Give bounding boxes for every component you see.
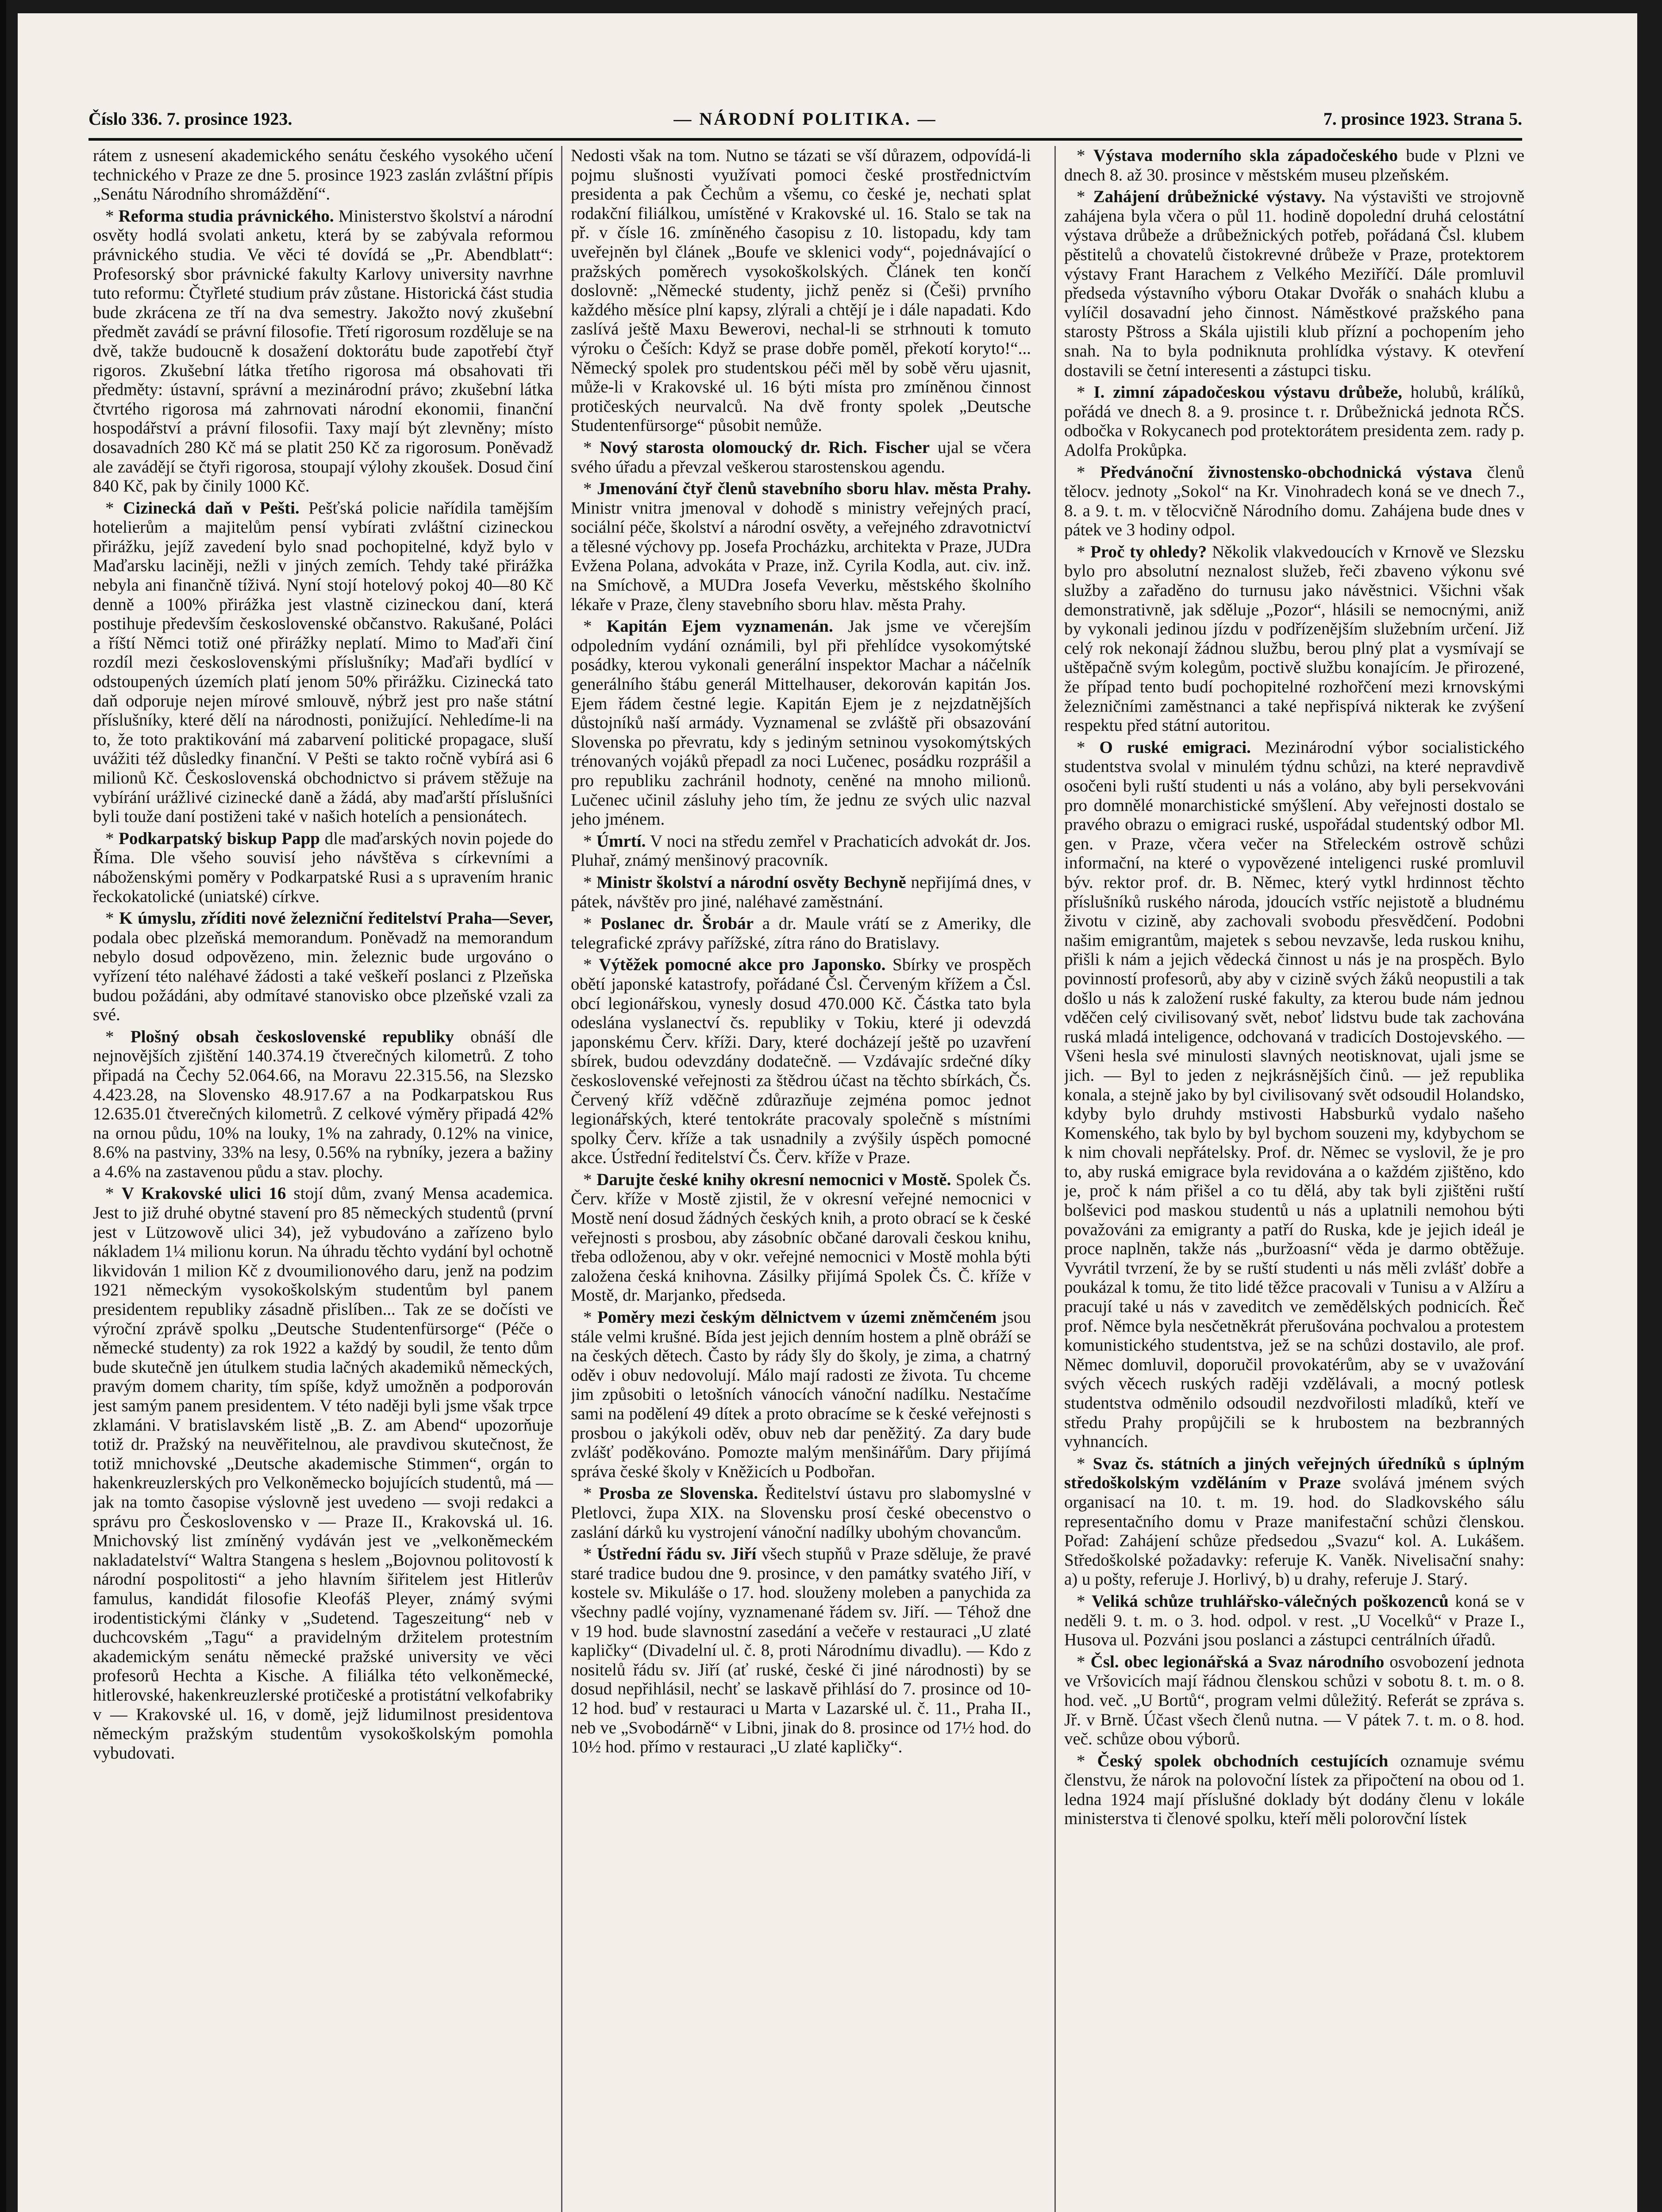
masthead: — NÁRODNÍ POLITIKA. — bbox=[673, 109, 937, 129]
news-item: * Jmenování čtyř členů stavebního sboru hlav. města Prahy. Ministr vnitra jmenoval v dohodě s ministry veřejných prací, sociální péče, školství a národní osvěty, a veřejného zdravotnictví a tělesné výchovy pp. Josefa Procházku, architekta v Praze, JUDra Evžena Polana, advokáta v Praze, inž. Cyrila Kodla, aut. civ. inž. na Smíchově, a MUDra Josefa Veverku, městského školního lékaře v Praze, členy stavebního sboru hlav. města Prahy. bbox=[571, 479, 1031, 614]
news-headline: Proč ty ohledy? bbox=[1090, 542, 1207, 561]
news-headline: Poměry mezi českým dělnictvem v územi zněmčeném bbox=[597, 1308, 997, 1327]
news-headline: Předvánoční živnostensko-obchodnická výstava bbox=[1100, 462, 1472, 482]
column-1 bbox=[93, 146, 553, 2212]
news-headline: Cizinecká daň v Pešti. bbox=[123, 498, 300, 518]
news-headline: Nový starosta olomoucký dr. Rich. Fischer bbox=[600, 438, 930, 457]
news-text: V noci na středu zemřel v Prachaticích advokát dr. Jos. Pluhař, známý menšinový pracovník. bbox=[571, 831, 1031, 870]
column-divider bbox=[1054, 146, 1056, 2212]
news-item: * Předvánoční živnostensko-obchodnická výstava členů tělocv. jednoty „Sokol“ na Kr. Vinohradech koná se ve dnech 7., 8. a 9. t. m. v tělocvičně Národního domu. Zahájena bude dnes v pátek ve 3 hodiny odpol. bbox=[1064, 462, 1524, 540]
news-headline: Reforma studia právnického. bbox=[118, 206, 334, 226]
news-item: * Výstava moderního skla západočeského bude v Plzni ve dnech 8. až 30. prosince v městském museu plzeňském. bbox=[1064, 146, 1524, 184]
news-item: * Poslanec dr. Šrobár a dr. Maule vrátí se z Ameriky, dle telegrafické zprávy pařížské, zítra ráno do Bratislavy. bbox=[571, 914, 1031, 952]
date-page-info: 7. prosince 1923. Strana 5. bbox=[1323, 109, 1522, 129]
news-item: * O ruské emigraci. Mezinárodní výbor socialistického studentstva svolal v minulém týdnu schůzi, na které nepravdivě osočeni byli ruští studenti u nás a voláno, aby byli persekvováni pro domnělé monarchistické smýšlení. Aby veřejnosti dostalo se pravého obrazu o emigraci ruské, uspořádal studentský odbor Ml. gen. v Praze, včera večer na Střeleckém ostrově schůzi informační, na které o vypovězené inteligenci ruské promluvil býv. rektor prof. dr. B. Němec, který vytkl hrdinnost těchto příslušníků ruského národa, jdoucích vstříc nejistotě a bludnému životu v cizině, aby zachovali svobodu přesvědčení. Podobni našim emigrantům, majetek s sebou nevzavše, leda ruskou knihu, přišli k nám a jejich vědecká činnost u nás je na prospěch. Bylo povinností profesorů, aby aby v cizině svých žáků neopustili a tak došlo u nás k založení ruské fakulty, za kterou bude nám jednou vděčen celý civilisovaný svět, neboť lidstvu bude tak zachována ruská mladá inteligence, odchovaná v tradicích Dostojevského. — Všeni hesla své minulosti slavných neotisknovat, ujali jsme se jich. — Byl to jeden z nejkrásnějších činů. — jež republika konala, a stejně jako by byl civilisovaný svět odsoudil Holandsko, kdyby bylo druhdy mstivosti Habsburků vydalo našeho Komenského, tak bylo by byl bychom souzeni my, kdybychom se k nim chovali nepřátelsky. Prof. dr. Němec se vyslovil, že je pro to, aby ruská emigrace byla revidována a o každém zjištěno, kdo je, proč k nám přišel a co tu dělá, aby tak byli zjištěni ruští bolševici pod maskou studentů u nás a uplatnili nemohou býti považováni za emigranty a patří do Ruska, kde je jejich ideál je proce naplněn, takže nás „buržoasní“ věda je darmo obtěžuje. Vyvrátil tvrzení, že by se ruští studenti u nás měli zvlášť dobře a poukázal k tomu, že tito lidé těžce pracovali v Tunisu a v Alžíru a pracují také u nás v zaveditch ve zemědělských podnicích. Řeč prof. Němce byla nesčetněkrát přerušována pochvalou a protestem komunistického studentstva, jež se na schůzi dostavilo, ale prof. Němec domluvil, doporučil provokatérům, aby se v uvažování svých věcech ruských raději vzdělávali, a mocný potlesk studentstva odměnilo odsoudil nezdvořilosti mladíků, kteří ve středu Prahy propůjčili se k hrubostem na bezbranných vyhnancích. bbox=[1064, 737, 1524, 1452]
news-text: Sbírky ve prospěch obětí japonské katastrofy, pořádané Čsl. Červeným křížem a Čsl. obcí legionářskou, vynesly dosud 470.000 Kč. Částka tato byla odeslána vyslanectví čs. republiky v Tokiu, které ji odevzdá japonskému Červ. kříži. Dary, které docházejí ještě po uzavření sbírek, budou odevzdány dodatečně. — Vzdávajíc srdečné díky československé veřejnosti za štědrou účast na těchto sbírkách, Čs. Červený kříž vděčně zdůrazňuje zejména pomoc jednot legionářských, které tentokráte pracovaly společně s místními spolky Červ. kříže a tak usnadnily a zvýšily úspěch pomocné akce. Ústřední ředitelství Čs. Červ. kříže v Praze. bbox=[571, 955, 1031, 1167]
issue-info: Číslo 336. 7. prosince 1923. bbox=[88, 109, 292, 129]
news-item: * Prosba ze Slovenska. Ředitelství ústavu pro slabomyslné v Pletlovci, župa XIX. na Slovensku prosí české obecenstvo o zaslání dárků ku vystrojení vánoční nadílky ubohým chovancům. bbox=[571, 1484, 1031, 1542]
news-text: oznamuje svému členstvu, že nárok na polovoční lístek za připočtení na obou od 1. ledna 1924 mají příslušné doklady být dodány členu v lokále ministerstva ti členové spolku, kteří měli polorovční lístek bbox=[1064, 1751, 1524, 1828]
news-text: jsou stále velmi krušné. Bída jest jejich denním hostem a plně obráží se na českých dětech. Často by rády šly do školy, je zima, a chatrný oděv i obuv nedovolují. Málo mají radosti ze života. Tu chceme jim způsobiti o letošních vánocích vánoční nadílku. Nestačíme sami na podělení 49 dítek a proto obracíme se k české veřejnosti s prosbou o jakýkoli oděv, obuv neb dar peněžitý. Za dary bude zvlášť poděkováno. Pomozte malým menšinářům. Dary přijímá správa české školy v Kněžicích u Podbořan. bbox=[571, 1308, 1031, 1481]
column-3 bbox=[1064, 146, 1524, 2212]
news-item: * Plošný obsah československé republiky obnáší dle nejnovějších zjištění 140.374.19 čtverečných kilometrů. Z toho připadá na Čechy 52.064.66, na Moravu 22.315.56, na Slezsko 4.423.28, na Slovensko 48.917.67 a na Podkarpatskou Rus 12.635.01 čtverečných kilometrů. Z celkové výměry připadá 42% na ornou půdu, 10% na louky, 1% na zahrady, 0.12% na vinice, 8.6% na pastviny, 33% na lesy, 0.56% na rybníky, jezera a bažiny a 4.6% na zastavenou půdu a stav. plochy. bbox=[93, 1027, 553, 1181]
news-headline: Podkarpatský biskup Papp bbox=[119, 829, 320, 848]
news-item: * Nový starosta olomoucký dr. Rich. Fischer ujal se včera svého úřadu a převzal veškerou starostenskou agendu. bbox=[571, 438, 1031, 476]
news-item: * Poměry mezi českým dělnictvem v územi zněmčeném jsou stále velmi krušné. Bída jest jejich denním hostem a plně obráží se na českých dětech. Často by rády šly do školy, je zima, a chatrný oděv i obuv nedovolují. Málo mají radosti ze života. Tu chceme jim způsobiti o letošních vánocích vánoční nadílku. Nestačíme sami na podělení 49 dítek a proto obracíme se k české veřejnosti s prosbou o jakýkoli oděv, obuv neb dar peněžitý. Za dary bude zvlášť poděkováno. Pomozte malým menšinářům. Dary přijímá správa české školy v Kněžicích u Podbořan. bbox=[571, 1308, 1031, 1481]
news-text: Nedosti však na tom. Nutno se tázati se vší důrazem, odpovídá-li pojmu slušnosti využívati pomoci české prostřednictvím presidenta a pak Čechům a všemu, co české je, nechati splat rodakční filiálkou, umístěné v Krakovské ul. 16. Stalo se tak na př. v čísle 16. zmíněného časopisu z 10. listopadu, kdy tam uveřejněn byl článek „Boufe ve sklenici vody“, pojednávající o pražských poměrech vysokoškolských. Článek ten končí doslovně: „Německé studenty, jichž peněz si (Češi) prvního každého měsíce plní kapsy, zlýrali a chtějí je i dále napadati. Kdo zaslívá ještě Maxu Bewerovi, nechal-li se strhnouti k tomuto výroku o Češích: Když se prase dobře poměl, překotí koryto!“... Německý spolek pro studentskou péči měl by sobě věru ujasnit, může-li v Krakovské ul. 16 býti místa pro zmíněnou činnost protičeských neurvalců. Na dvě fronty spolek „Deutsche Studentenfürsorge“ působit nemůže. bbox=[571, 146, 1031, 435]
news-text: obnáší dle nejnovějších zjištění 140.374.19 čtverečných kilometrů. Z toho připadá na Čechy 52.064.66, na Moravu 22.315.56, na Slezsko 4.423.28, na Slovensko 48.917.67 a na Podkarpatskou Rus 12.635.01 čtverečných kilometrů. Z celkové výměry připadá 42% na ornou půdu, 10% na louky, 1% na zahrady, 0.12% na vinice, 8.6% na pastviny, 33% na lesy, 0.56% na rybníky, jezera a bažiny a 4.6% na zastavenou půdu a stav. plochy. bbox=[93, 1027, 553, 1181]
news-headline: V Krakovské ulici 16 bbox=[121, 1184, 286, 1203]
news-item: * Podkarpatský biskup Papp dle maďarských novin pojede do Říma. Dle všeho souvisí jeho návštěva s církevními a náboženskými poměry v Podkarpatské Rusi a s upravením hranic řeckokatolické (uniatské) církve. bbox=[93, 829, 553, 906]
news-text: podala obec plzeňská memorandum. Poněvadž na memorandum nebylo dosud odpovězeno, min. železnic bude urgováno o vyřízení této naléhavé žádosti a také veškeří poslanci z Plzeňska budou požádáni, aby odmítavé stanovisko obce plzeňské vzali za své. bbox=[93, 928, 553, 1025]
news-item: * Ústřední řádu sv. Jiří všech stupňů v Praze sděluje, že pravé staré tradice budou dne 9. prosince, v den památky svatého Jiří, v kostele sv. Mikuláše o 17. hod. slouženy moleben a panychida za všechny padlé vojíny, vyznamenané řádem sv. Jiří. — Téhož dne v 19 hod. bude slavnostní zasedání a večeře v restauraci „U zlaté kapličky“ (Divadelní ul. č. 8, proti Národnímu divadlu). — Kdo z nositelů řádu sv. Jiří (ať ruské, české či jiné národnosti) by se dosud nepřihlásil, nechť se laskavě přihlásí do 7. prosince od 10-12 hod. buď v restauraci u Marta v Lazarské ul. č. 11., Praha II., neb ve „Svobodárně“ v Libni, jinak do 8. prosince od 17½ hod. do 10½ hod. přímo v restauraci „U zlaté kapličky“. bbox=[571, 1544, 1031, 1757]
news-text: osvobození jednota ve Vršovicích mají řádnou členskou schůzi v sobotu 8. t. m. o 8. hod. več. „U Bortů“, program velmi důležitý. Referát se zpráva s. Jř. v Brně. Účast všech členů nutna. — V pátek 7. t. m. o 8. hod. več. schůze obou výborů. bbox=[1064, 1652, 1524, 1749]
news-item: * Ministr školství a národní osvěty Bechyně nepřijímá dnes, v pátek, návštěv pro jiné, naléhavé zaměstnání. bbox=[571, 872, 1031, 911]
news-headline: Plošný obsah československé republiky bbox=[130, 1027, 454, 1046]
news-text: Ministr vnitra jmenoval v dohodě s ministry veřejných prací, sociální péče, školství a národní osvěty, a veřejného zdravotnictví a tělesné výchovy pp. Josefa Procházku, architekta v Praze, JUDra Evžena Polana, advokáta v Praze, inž. Cyrila Kodla, aut. civ. inž. na Smíchově, a MUDra Josefa Veverku, městského školního lékaře v Praze, členy stavebního sboru hlav. města Prahy. bbox=[571, 498, 1031, 614]
news-item: * Veliká schůze truhlářsko-válečných poškozenců koná se v neděli 9. t. m. o 3. hod. odpol. v rest. „U Vocelků“ v Praze I., Husova ul. Pozváni jsou poslanci a zástupci centrálních úřadů. bbox=[1064, 1591, 1524, 1650]
news-headline: K úmyslu, zříditi nové železniční ředitelství Praha—Sever, bbox=[119, 909, 553, 928]
news-headline: Kapitán Ejem vyznamenán. bbox=[606, 617, 833, 636]
news-headline: Veliká schůze truhlářsko-válečných poškozenců bbox=[1091, 1591, 1449, 1611]
news-headline: I. zimní západočeskou výstavu drůbeže, bbox=[1093, 383, 1402, 402]
news-item: * Kapitán Ejem vyznamenán. Jak jsme ve včerejším odpoledním vydání oznámili, byl při přehlídce vysokomýtské posádky, kterou vykonali generální inspektor Machar a náčelník generálního štábu generál Mittelhauser, dekorován kapitán Jos. Ejem řádem čestné legie. Kapitán Ejem je z nejzdatnějších důstojníků naší armády. Vyznamenal se zvláště při obsazování Slovenska po převratu, kdy s jediným setninou vysokomýtských trénovaných vojáků přepadl za noci Lučenec, posádku rozprášil a pro republiku zachránil hodnoty, ceněné na mnoho milionů. Lučenec učinil zásluhy jeho tím, že jednu ze svých ulic nazval jeho jménem. bbox=[571, 617, 1031, 829]
column-divider bbox=[561, 146, 562, 2212]
news-item: * Cizinecká daň v Pešti. Pešťská policie nařídila tamějším hotelierům a majitelům pensí vybírati zvláštní cizineckou přirážku, jejíž zavedení bylo snad pochopitelné, když bylo v Maďarsku laciněji, nežli v jiných zemích. Tehdy také přirážka nebyla ani finančně tíživá. Nyní stojí hotelový pokoj 40—80 Kč denně a 100% přirážka jest vlastně cizineckou daní, která postihuje především československé občanstvo. Rakušané, Poláci a říští Němci totiž oné přirážky neplatí. Mimo to Maďaři činí rozdíl mezi československými příslušníky; Maďaři bydlící v odstoupených územích platí jenom 50% přirážku. Cizinecká tato daň odporuje nejen mírové smlouvě, nýbrž jest pro naše státní příslušníky, které dělí na národnosti, ponižující. Nehledíme-li na to, že toto praktikování má zabarvení politické propagace, sluší uvážiti též důsledky finanční. V Pešti se takto ročně vybírá asi 6 milionů Kč. Československá obchodnictvo si právem stěžuje na vybírání urážlivé cizinecké daně a žádá, aby maďarští příslušníci byli touže daní postiženi také v našich hotelích a pensionátech. bbox=[93, 498, 553, 826]
news-text: a dr. Maule vrátí se z Ameriky, dle telegrafické zprávy pařížské, zítra ráno do Bratislavy. bbox=[571, 914, 1031, 952]
news-item: * Proč ty ohledy? Několik vlakvedoucích v Krnově ve Slezsku bylo pro absolutní neznalost služeb, řeči zbaveno výkonu své služby a zařaděno do turnusu jako návěstnici. Všichni však demonstrativně, jak sděluje „Pozor“, hlásili se nemocnými, aniž by vykonali jedinou jízdu v podřízenějším služebním určení. Již celý rok nekonají žádnou službu, berou plný plat a vysmívají se uštěpačně svým kolegům, poctivě službu konajícím. Je přirozené, že případ tento budí pochopitelné rozhořčení mezi krnovskými železničními zaměstnanci a také nepřispívá nikterak ke zvýšení respektu před státní autoritou. bbox=[1064, 542, 1524, 735]
news-text: Mezinárodní výbor socialistického studentstva svolal v minulém týdnu schůzi, na které nepravdivě osočeni byli ruští studenti u nás a voláno, aby byli persekvováni pro domnělé monarchistické smýšlení. Aby veřejnosti dostalo se pravého obrazu o emigraci ruské, uspořádal studentský odbor Ml. gen. v Praze, včera večer na Střeleckém ostrově schůzi informační, na které o vypovězené inteligenci ruské promluvil býv. rektor prof. dr. B. Němec, který vytkl hrdinnost těchto příslušníků ruského národa, jdoucích vstříc nejistotě a bludnému životu v cizině, aby zachovali svobodu přesvědčení. Podobni našim emigrantům, majetek s sebou nevzavše, leda ruskou knihu, přišli k nám a jejich vědecká činnost u nás je na prospěch. Bylo povinností profesorů, aby aby v cizině svých žáků neopustili a tak došlo u nás k založení ruské fakulty, za kterou bude nám jednou vděčen celý civilisovaný svět, neboť lidstvu bude tak zachována ruská mladá inteligence, odchovaná v tradicích Dostojevského. — Všeni hesla své minulosti slavných neotisknovat, ujali jsme se jich. — Byl to jeden z nejkrásnějších činů. — jež republika konala, a stejně jako by byl civilisovaný svět odsoudil Holandsko, kdyby bylo druhdy mstivosti Habsburků vydalo našeho Komenského, tak bylo by byl bychom souzeni my, kdybychom se k nim chovali nepřátelsky. Prof. dr. Němec se vyslovil, že je pro to, aby ruská emigrace byla revidována a o každém zjištěno, kdo je, proč k nám přišel a co tu dělá, aby tak byli zjištěni ruští bolševici pod maskou studentů u nás a uplatnili nemohou býti považováni za emigranty a patří do Ruska, kde je jejich ideál je proce naplněn, takže nás „buržoasní“ věda je darmo obtěžuje. Vyvrátil tvrzení, že by se ruští studenti u nás měli zvlášť dobře a poukázal k tomu, že tito lidé těžce pracovali v Tunisu a v Alžíru a pracují také u nás v zaveditch ve zemědělských podnicích. Řeč prof. Němce byla nesčetněkrát přerušována pochvalou a protestem komunistického studentstva, jež se na schůzi dostavilo, ale prof. Němec domluvil, doporučil provokatérům, aby se v uvažování svých věcech ruských raději vzdělávali, a mocný potlesk studentstva odměnilo odsoudil nezdvořilosti mladíků, kteří ve středu Prahy propůjčili se k hrubostem na bezbranných vyhnancích. bbox=[1064, 737, 1524, 1452]
news-headline: Český spolek obchodních cestujících bbox=[1097, 1751, 1389, 1770]
news-text: bude v Plzni ve dnech 8. až 30. prosince v městském museu plzeňském. bbox=[1064, 146, 1524, 184]
news-headline: Darujte české knihy okresní nemocnici v Mostě. bbox=[596, 1170, 951, 1189]
news-text: Na výstavišti ve strojovně zahájena byla včera o půl 11. hodině dopolední druhá celostátní výstava drůbeže a drůbežnických potřeb, pořádaná Čsl. klubem pěstitelů a chovatelů čistokrevné drůbeže v Praze, protektorem výstavy Frant Harachem z Velkého Meziříčí. Dále promluvil předseda výstavního výboru Otakar Dvořák o snahách klubu a vylíčil dosavadní jeho činnost. Náměstkové pražského pana starosty Pštross a Skála ujistili klub přízní a pochopením jeho snah. Na to byla podniknuta prohlídka výstavy. K otevření dostavili se četní interesenti a zástupci tisku. bbox=[1064, 187, 1524, 380]
news-item bbox=[93, 146, 553, 204]
news-text: koná se v neděli 9. t. m. o 3. hod. odpol. v rest. „U Vocelků“ v Praze I., Husova ul. Pozváni jsou poslanci a zástupci centrálních úřadů. bbox=[1064, 1591, 1524, 1650]
news-text: Několik vlakvedoucích v Krnově ve Slezsku bylo pro absolutní neznalost služeb, řeči zbaveno výkonu své služby a zařaděno do turnusu jako návěstnici. Všichni však demonstrativně, jak sděluje „Pozor“, hlásili se nemocnými, aniž by vykonali jedinou jízdu v podřízenějším služebním určení. Již celý rok nekonají žádnou službu, berou plný plat a vysmívají se uštěpačně svým kolegům, poctivě službu konajícím. Je přirozené, že případ tento budí pochopitelné rozhořčení mezi krnovskými železničními zaměstnanci a také nepřispívá nikterak ke zvýšení respektu před státní autoritou. bbox=[1064, 542, 1524, 735]
news-headline: Čsl. obec legionářská a Svaz národního bbox=[1090, 1652, 1385, 1671]
news-item bbox=[571, 146, 1031, 435]
news-item: * Výtěžek pomocné akce pro Japonsko. Sbírky ve prospěch obětí japonské katastrofy, pořádané Čsl. Červeným křížem a Čsl. obcí legionářskou, vynesly dosud 470.000 Kč. Částka tato byla odeslána vyslanectví čs. republiky v Tokiu, které ji odevzdá japonskému Červ. kříži. Dary, které docházejí ještě po uzavření sbírek, budou odevzdány dodatečně. — Vzdávajíc srdečné díky československé veřejnosti za štědrou účast na těchto sbírkách, Čs. Červený kříž vděčně zdůrazňuje zejména pomoc jednot legionářských, které tentokráte pracovaly společně s místními spolky Červ. kříže a tak usnadnily a zvýšily úspěch pomocné akce. Ústřední ředitelství Čs. Červ. kříže v Praze. bbox=[571, 955, 1031, 1167]
news-headline: Výtěžek pomocné akce pro Japonsko. bbox=[599, 955, 886, 975]
news-headline: Poslanec dr. Šrobár bbox=[600, 914, 754, 933]
news-item: * Zahájení drůbežnické výstavy. Na výstavišti ve strojovně zahájena byla včera o půl 11. hodině dopolední druhá celostátní výstava drůbeže a drůbežnických potřeb, pořádaná Čsl. klubem pěstitelů a chovatelů čistokrevné drůbeže v Praze, protektorem výstavy Frant Harachem z Velkého Meziříčí. Dále promluvil předseda výstavního výboru Otakar Dvořák o snahách klubu a vylíčil dosavadní jeho činnost. Náměstkové pražského pana starosty Pštross a Skála ujistili klub přízní a pochopením jeho snah. Na to byla podniknuta prohlídka výstavy. K otevření dostavili se četní interesenti a zástupci tisku. bbox=[1064, 187, 1524, 380]
news-item: * Čsl. obec legionářská a Svaz národního osvobození jednota ve Vršovicích mají řádnou členskou schůzi v sobotu 8. t. m. o 8. hod. več. „U Bortů“, program velmi důležitý. Referát se zpráva s. Jř. v Brně. Účast všech členů nutna. — V pátek 7. t. m. o 8. hod. več. schůze obou výborů. bbox=[1064, 1652, 1524, 1749]
news-text: členů tělocv. jednoty „Sokol“ na Kr. Vinohradech koná se ve dnech 7., 8. a 9. t. m. v tělocvičně Národního domu. Zahájena bude dnes v pátek ve 3 hodiny odpol. bbox=[1064, 462, 1524, 540]
news-text: svolává jménem svých organisací na 10. t. m. 19. hod. do Sladkovského sálu representačního domu v Praze manifestační schůzi členskou. Pořad: Zahájení schůze předsedou „Svazu“ kol. A. Lukášem. Středoškolské požadavky: referuje K. Vaněk. Nivelisační snahy: a) u pošty, referuje J. Horlivý, b) u drahy, referuje J. Starý. bbox=[1064, 1473, 1524, 1589]
news-item: * K úmyslu, zříditi nové železniční ředitelství Praha—Sever, podala obec plzeňská memorandum. Poněvadž na memorandum nebylo dosud odpovězeno, min. železnic bude urgováno o vyřízení této naléhavé žádosti a také veškeří poslanci z Plzeňska budou požádáni, aby odmítavé stanovisko obce plzeňské vzali za své. bbox=[93, 909, 553, 1025]
news-text: dle maďarských novin pojede do Říma. Dle všeho souvisí jeho návštěva s církevními a náboženskými poměry v Podkarpatské Rusi a s upravením hranic řeckokatolické (uniatské) církve. bbox=[93, 829, 553, 906]
news-headline: Svaz čs. státních a jiných veřejných úředníků s úplným středoškolským vzděláním v Praze bbox=[1064, 1454, 1524, 1493]
news-headline: Ústřední řádu sv. Jiří bbox=[596, 1544, 757, 1564]
news-text: všech stupňů v Praze sděluje, že pravé staré tradice budou dne 9. prosince, v den památky svatého Jiří, v kostele sv. Mikuláše o 17. hod. slouženy moleben a panychida za všechny padlé vojíny, vyznamenané řádem sv. Jiří. — Téhož dne v 19 hod. bude slavnostní zasedání a večeře v restauraci „U zlaté kapličky“ (Divadelní ul. č. 8, proti Národnímu divadlu). — Kdo z nositelů řádu sv. Jiří (ať ruské, české či jiné národnosti) by se dosud nepřihlásil, nechť se laskavě přihlásí do 7. prosince od 10-12 hod. buď v restauraci u Marta v Lazarské ul. č. 11., Praha II., neb ve „Svobodárně“ v Libni, jinak do 8. prosince od 17½ hod. do 10½ hod. přímo v restauraci „U zlaté kapličky“. bbox=[571, 1544, 1031, 1757]
news-text: rátem z usnesení akademického senátu českého vysokého učení technického v Praze ze dne 5. prosince 1923 zaslán zvláštní přípis „Senátu Národního shromáždění“. bbox=[93, 146, 553, 204]
news-item: * Svaz čs. státních a jiných veřejných úředníků s úplným středoškolským vzděláním v Praze svolává jménem svých organisací na 10. t. m. 19. hod. do Sladkovského sálu representačního domu v Praze manifestační schůzi členskou. Pořad: Zahájení schůze předsedou „Svazu“ kol. A. Lukášem. Středoškolské požadavky: referuje K. Vaněk. Nivelisační snahy: a) u pošty, referuje J. Horlivý, b) u drahy, referuje J. Starý. bbox=[1064, 1454, 1524, 1589]
news-headline: Prosba ze Slovenska. bbox=[599, 1484, 758, 1503]
news-text: holubů, králíků, pořádá ve dnech 8. a 9. prosince t. r. Drůbežnická jednota RČS. odbočka v Rokycanech pod protektorátem presidenta zem. rady p. Adolfa Prokůpka. bbox=[1064, 383, 1524, 460]
header-rule bbox=[88, 138, 1522, 141]
news-item: * Reforma studia právnického. Ministerstvo školství a národní osvěty hodlá svolati anketu, která by se zabývala reformou právnického studia. Ve věci té dovídá se „Pr. Abendblatt“: Profesorský sbor právnické fakulty Karlovy university navrhne tuto reformu: Čtyřleté studium práv zůstane. Historická část studia bude zkrácena ze tří na dva semestry. Jakožto nový zkušební předmět zavádí se právní filosofie. Třetí rigorosum rozděluje se na dvě, takže budoucně k dosažení doktorátu bude zapotřebí čtyř rigoros. Zkušební látka třetího rigorosa má obsahovati tři předměty: ústavní, správní a mezinárodní právo; zkušební látka čtvrtého rigorosa má zahrnovati národní ekonomii, finanční hospodářství a právní filosofii. Taxy mají být zlevněny; místo dosavadních 280 Kč má se platit 250 Kč za rigorosum. Poněvadž ale zavádějí se čtyři rigorosa, stoupají výlohy zkoušek. Dosud činí 840 Kč, pak by činily 1000 Kč. bbox=[93, 206, 553, 496]
news-text: stojí dům, zvaný Mensa academica. Jest to již druhé obytné stavení pro 85 německých studentů (první jest v Lützowově ulici 34), jež vybudováno a zařízeno bylo nákladem 1¼ milionu korun. Na úhradu těchto vydání byl ochotně likvidován 1 milion Kč z dvoumilionového daru, jenž na podzim 1921 německým vysokoškolským studentům byl panem presidentem republiky zásadně přislíben... Tak ze se dočísti ve výroční zprávě spolku „Deutsche Studentenfürsorge“ (Péče o německé studenty) za rok 1922 a každý by soudil, že tento dům bude skutečně jen útulkem studia lačných akademiků německých, pravým domem charity, tím spíše, když umožněn a podporován jest samým panem presidentem. V této naději byli jsme však trpce zklamáni. V bratislavském listě „B. Z. am Abend“ upozorňuje totiž dr. Pražský na neuvěřitelnou, ale pravdivou skutečnost, že totiž mnichovské „Deutsche akademische Stimmen“, orgán to hakenkreuzlerských pro Velkoněmecko bojujících studentů, má — jak na tomto časopise výslovně jest uvedeno — svoji redakci a správu pro Československo v — Praze II., Krakovská ul. 16. Mnichovský list zmíněný vydáván jest ve „velkoněmeckém nakladatelství“ Waltra Stangena s heslem „Bojovnou politovostí k národní pospolitosti“ a jeho hlavním šiřitelem jest Hitlerův famulus, kandidát filosofie Kleofáš Pleyer, známý svými irodentistickými články v „Sudetend. Tageszeitung“ neb v duchcovském „Tagu“ a pravidelným držitelem protestním akademickým senátu německé pražské university ve věci profesorů Hechta a Kische. A filiálka této velkoněmecké, hitlerovské, hakenkreuzlerské protičeské a protistátní velkofabriky v — Krakovské ul. 16, v domě, jejž lidumilnost presidentova německým pražským studentům vysokoškolským pomohla vybudovati. bbox=[93, 1184, 553, 1763]
scan-border bbox=[0, 0, 6, 2212]
news-text: Ředitelství ústavu pro slabomyslné v Pletlovci, župa XIX. na Slovensku prosí české obecenstvo o zaslání dárků ku vystrojení vánoční nadílky ubohým chovancům. bbox=[571, 1484, 1031, 1542]
news-text: Ministerstvo školství a národní osvěty hodlá svolati anketu, která by se zabývala reformou právnického studia. Ve věci té dovídá se „Pr. Abendblatt“: Profesorský sbor právnické fakulty Karlovy university navrhne tuto reformu: Čtyřleté studium práv zůstane. Historická část studia bude zkrácena ze tří na dva semestry. Jakožto nový zkušební předmět zavádí se právní filosofie. Třetí rigorosum rozděluje se na dvě, takže budoucně k dosažení doktorátu bude zapotřebí čtyř rigoros. Zkušební látka třetího rigorosa má obsahovati tři předměty: ústavní, správní a mezinárodní právo; zkušební látka čtvrtého rigorosa má zahrnovati národní ekonomii, finanční hospodářství a právní filosofii. Taxy mají být zlevněny; místo dosavadních 280 Kč má se platit 250 Kč za rigorosum. Poněvadž ale zavádějí se čtyři rigorosa, stoupají výlohy zkoušek. Dosud činí 840 Kč, pak by činily 1000 Kč. bbox=[93, 206, 553, 496]
news-text: Jak jsme ve včerejším odpoledním vydání oznámili, byl při přehlídce vysokomýtské posádky, kterou vykonali generální inspektor Machar a náčelník generálního štábu generál Mittelhauser, dekorován kapitán Jos. Ejem řádem čestné legie. Kapitán Ejem je z nejzdatnějších důstojníků naší armády. Vyznamenal se zvláště při obsazování Slovenska po převratu, kdy s jediným setninou vysokomýtských trénovaných vojáků přepadl za noci Lučenec, posádku rozprášil a pro republiku zachránil hodnoty, ceněné na mnoho milionů. Lučenec učinil zásluhy jeho tím, že jednu ze svých ulic nazval jeho jménem. bbox=[571, 617, 1031, 829]
news-item: * Darujte české knihy okresní nemocnici v Mostě. Spolek Čs. Červ. kříže v Mostě zjistil, že v okresní veřejné nemocnici v Mostě není dosud žádných českých knih, a proto obrací se k české veřejnosti s prosbou, aby zásobníc občané darovali českou knihu, třeba odloženou, aby v okr. veřejné nemocnici v Mostě mohla býti založena česká knihovna. Zásilky přijímá Spolek Čs. Č. kříže v Mostě, dr. Marjanko, předseda. bbox=[571, 1170, 1031, 1305]
page-header bbox=[88, 108, 1522, 139]
news-headline: Úmrtí. bbox=[596, 831, 646, 851]
news-item: * I. zimní západočeskou výstavu drůbeže, holubů, králíků, pořádá ve dnech 8. a 9. prosince t. r. Drůbežnická jednota RČS. odbočka v Rokycanech pod protektorátem presidenta zem. rady p. Adolfa Prokůpka. bbox=[1064, 383, 1524, 460]
news-headline: Výstava moderního skla západočeského bbox=[1093, 146, 1398, 165]
news-headline: Zahájení drůbežnické výstavy. bbox=[1093, 187, 1326, 207]
news-text: Spolek Čs. Červ. kříže v Mostě zjistil, že v okresní veřejné nemocnici v Mostě není dosud žádných českých knih, a proto obrací se k české veřejnosti s prosbou, aby zásobníc občané darovali českou knihu, třeba odloženou, aby v okr. veřejné nemocnici v Mostě mohla býti založena česká knihovna. Zásilky přijímá Spolek Čs. Č. kříže v Mostě, dr. Marjanko, předseda. bbox=[571, 1170, 1031, 1305]
news-item: * Úmrtí. V noci na středu zemřel v Prachaticích advokát dr. Jos. Pluhař, známý menšinový pracovník. bbox=[571, 831, 1031, 870]
news-item: * Český spolek obchodních cestujících oznamuje svému členstvu, že nárok na polovoční lístek za připočtení na obou od 1. ledna 1924 mají příslušné doklady být dodány členu v lokále ministerstva ti členové spolku, kteří měli polorovční lístek bbox=[1064, 1751, 1524, 1828]
news-text: ujal se včera svého úřadu a převzal veškerou starostenskou agendu. bbox=[571, 438, 1031, 476]
news-text: Pešťská policie nařídila tamějším hotelierům a majitelům pensí vybírati zvláštní cizineckou přirážku, jejíž zavedení bylo snad pochopitelné, když bylo v Maďarsku laciněji, nežli v jiných zemích. Tehdy také přirážka nebyla ani finančně tíživá. Nyní stojí hotelový pokoj 40—80 Kč denně a 100% přirážka jest vlastně cizineckou daní, která postihuje především československé občanstvo. Rakušané, Poláci a říští Němci totiž oné přirážky neplatí. Mimo to Maďaři činí rozdíl mezi československými příslušníky; Maďaři bydlící v odstoupených územích platí jenom 50% přirážku. Cizinecká tato daň odporuje nejen mírové smlouvě, nýbrž jest pro naše státní příslušníky, které dělí na národnosti, ponižující. Nehledíme-li na to, že toto praktikování má zabarvení politické propagace, sluší uvážiti též důsledky finanční. V Pešti se takto ročně vybírá asi 6 milionů Kč. Československá obchodnictvo si právem stěžuje na vybírání urážlivé cizinecké daně a žádá, aby maďarští příslušníci byli touže daní postiženi také v našich hotelích a pensionátech. bbox=[93, 498, 553, 826]
news-item: * V Krakovské ulici 16 stojí dům, zvaný Mensa academica. Jest to již druhé obytné stavení pro 85 německých studentů (první jest v Lützowově ulici 34), jež vybudováno a zařízeno bylo nákladem 1¼ milionu korun. Na úhradu těchto vydání byl ochotně likvidován 1 milion Kč z dvoumilionového daru, jenž na podzim 1921 německým vysokoškolským studentům byl panem presidentem republiky zásadně přislíben... Tak ze se dočísti ve výroční zprávě spolku „Deutsche Studentenfürsorge“ (Péče o německé studenty) za rok 1922 a každý by soudil, že tento dům bude skutečně jen útulkem studia lačných akademiků německých, pravým domem charity, tím spíše, když umožněn a podporován jest samým panem presidentem. V této naději byli jsme však trpce zklamáni. V bratislavském listě „B. Z. am Abend“ upozorňuje totiž dr. Pražský na neuvěřitelnou, ale pravdivou skutečnost, že totiž mnichovské „Deutsche akademische Stimmen“, orgán to hakenkreuzlerských pro Velkoněmecko bojujících studentů, má — jak na tomto časopise výslovně jest uvedeno — svoji redakci a správu pro Československo v — Praze II., Krakovská ul. 16. Mnichovský list zmíněný vydáván jest ve „velkoněmeckém nakladatelství“ Waltra Stangena s heslem „Bojovnou politovostí k národní pospolitosti“ a jeho hlavním šiřitelem jest Hitlerův famulus, kandidát filosofie Kleofáš Pleyer, známý svými irodentistickými články v „Sudetend. Tageszeitung“ neb v duchcovském „Tagu“ a pravidelným držitelem protestním akademickým senátu německé pražské university ve věci profesorů Hechta a Kische. A filiálka této velkoněmecké, hitlerovské, hakenkreuzlerské protičeské a protistátní velkofabriky v — Krakovské ul. 16, v domě, jejž lidumilnost presidentova německým pražským studentům vysokoškolským pomohla vybudovati. bbox=[93, 1184, 553, 1763]
news-headline: Jmenování čtyř členů stavebního sboru hlav. města Prahy. bbox=[597, 479, 1031, 499]
news-text: nepřijímá dnes, v pátek, návštěv pro jiné, naléhavé zaměstnání. bbox=[571, 872, 1031, 911]
news-headline: Ministr školství a národní osvěty Bechyně bbox=[596, 872, 906, 892]
column-2 bbox=[571, 146, 1031, 2212]
news-headline: O ruské emigraci. bbox=[1099, 737, 1251, 757]
